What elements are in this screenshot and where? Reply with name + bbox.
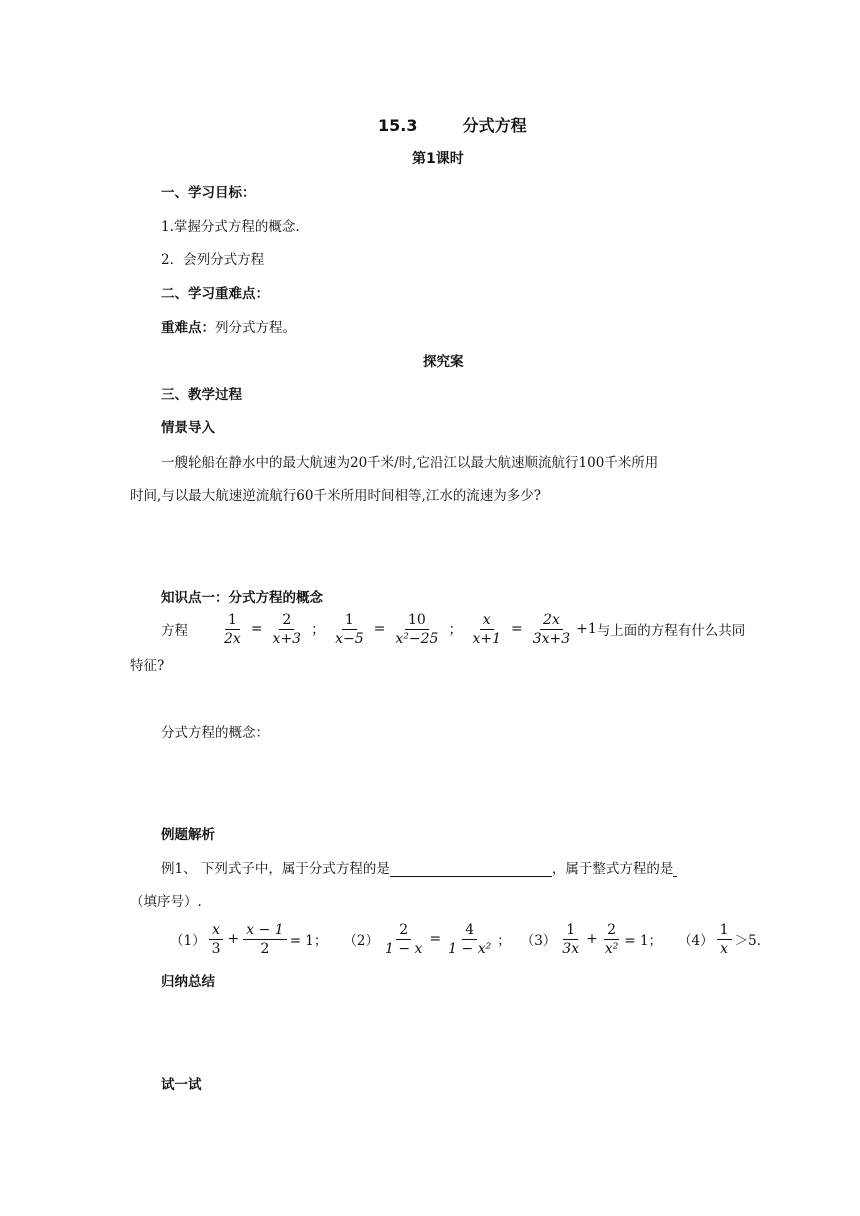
plus-sign: +: [586, 931, 598, 947]
fraction: $\frac{2}{1 - x}$: [384, 921, 423, 957]
item-2-label: （2）: [343, 933, 379, 949]
goal-1: 1.掌握分式方程的概念.: [161, 219, 300, 235]
goal-2: 2．会列分式方程: [161, 252, 265, 268]
try-heading: 试一试: [161, 1077, 202, 1093]
item-4-label: （4）: [678, 933, 714, 949]
example-heading: 例题解析: [161, 827, 215, 843]
fraction: $\frac{1}{x-5}$: [335, 611, 364, 647]
example-1-items: （1） $\frac{x}{3}$ + $\frac{x - 1}{2}$ = 1； （2） $\frac{2}{1 - x}$ = $\frac{4}{\text{1 − x²}}$ ； （3） $\frac{1}{3x}$ + $\frac{2}{\text{x²}}$ = 1； （4） $\frac{1}{x}$ ＞5.: [170, 921, 761, 957]
knowledge-point-1-heading: 知识点一：分式方程的概念: [161, 590, 323, 606]
section-number: 15.3: [378, 116, 418, 135]
equation-suffix-2: 特征?: [130, 658, 165, 674]
fraction: $\frac{x - 1}{2}$: [243, 921, 286, 958]
heading-goals: 一、学习目标：: [161, 185, 256, 201]
example-1-question: 例1、 下列式子中，属于分式方程的是 ，属于整式方程的是: [161, 857, 677, 877]
fraction: $\frac{10}{\text{x²−25}}$: [395, 611, 439, 647]
fraction: $\frac{1}{2x}$: [224, 611, 241, 647]
key-label: 重难点：: [161, 320, 215, 336]
key-text: 列分式方程。: [215, 320, 296, 336]
equals-sign: =: [250, 621, 263, 637]
intro-line-1: 一艘轮船在静水中的最大航速为20千米/时,它沿江以最大航速顺流航行100千米所用: [161, 455, 659, 471]
equals-sign: =: [510, 621, 523, 637]
answer-blank-fraction[interactable]: [390, 860, 552, 877]
plus-sign: +: [227, 931, 240, 947]
heading-key-points: 二、学习重难点：: [161, 286, 269, 302]
equals-sign: =: [373, 621, 386, 637]
concept-label: 分式方程的概念：: [161, 725, 269, 741]
title-text: 分式方程: [462, 116, 527, 135]
fraction: $\frac{x}{x+1}$: [472, 611, 501, 647]
equals-sign: =: [429, 931, 442, 947]
separator: ；: [448, 622, 463, 638]
separator: ；: [311, 622, 326, 638]
equation-row: [161, 606, 745, 652]
fraction: $\frac{2x}{3x+3}$: [532, 611, 571, 647]
key-points: [161, 316, 296, 336]
intro-line-2: 时间,与以最大航速逆流航行60千米所用时间相等,江水的流速为多少?: [130, 488, 541, 504]
lesson-subtitle: 第1课时: [412, 151, 464, 167]
heading-process: 三、教学过程: [161, 387, 242, 403]
item-1-label: （1）: [170, 933, 206, 949]
fraction: $\frac{1}{x}$: [717, 921, 732, 958]
summary-heading: 归纳总结: [161, 974, 215, 990]
intro-heading: 情景导入: [161, 420, 215, 436]
plus-one: +1: [576, 621, 597, 637]
explore-heading: 探究案: [423, 354, 464, 370]
fraction: $\frac{x}{3}$: [209, 921, 224, 958]
equation-prefix: 方程: [161, 623, 188, 639]
page-title: [378, 113, 527, 136]
fraction: $\frac{1}{3x}$: [562, 921, 580, 957]
answer-blank-integer[interactable]: [673, 860, 677, 877]
fraction: $\frac{2}{x+3}$: [272, 611, 302, 647]
item-3-label: （3）: [520, 933, 557, 949]
equation-suffix: 与上面的方程有什么共同: [596, 623, 746, 639]
fraction: $\frac{2}{\text{x²}}$: [604, 921, 619, 957]
example-1-note: （填序号）.: [130, 894, 202, 910]
fraction: $\frac{4}{\text{1 − x²}}$: [448, 921, 492, 957]
